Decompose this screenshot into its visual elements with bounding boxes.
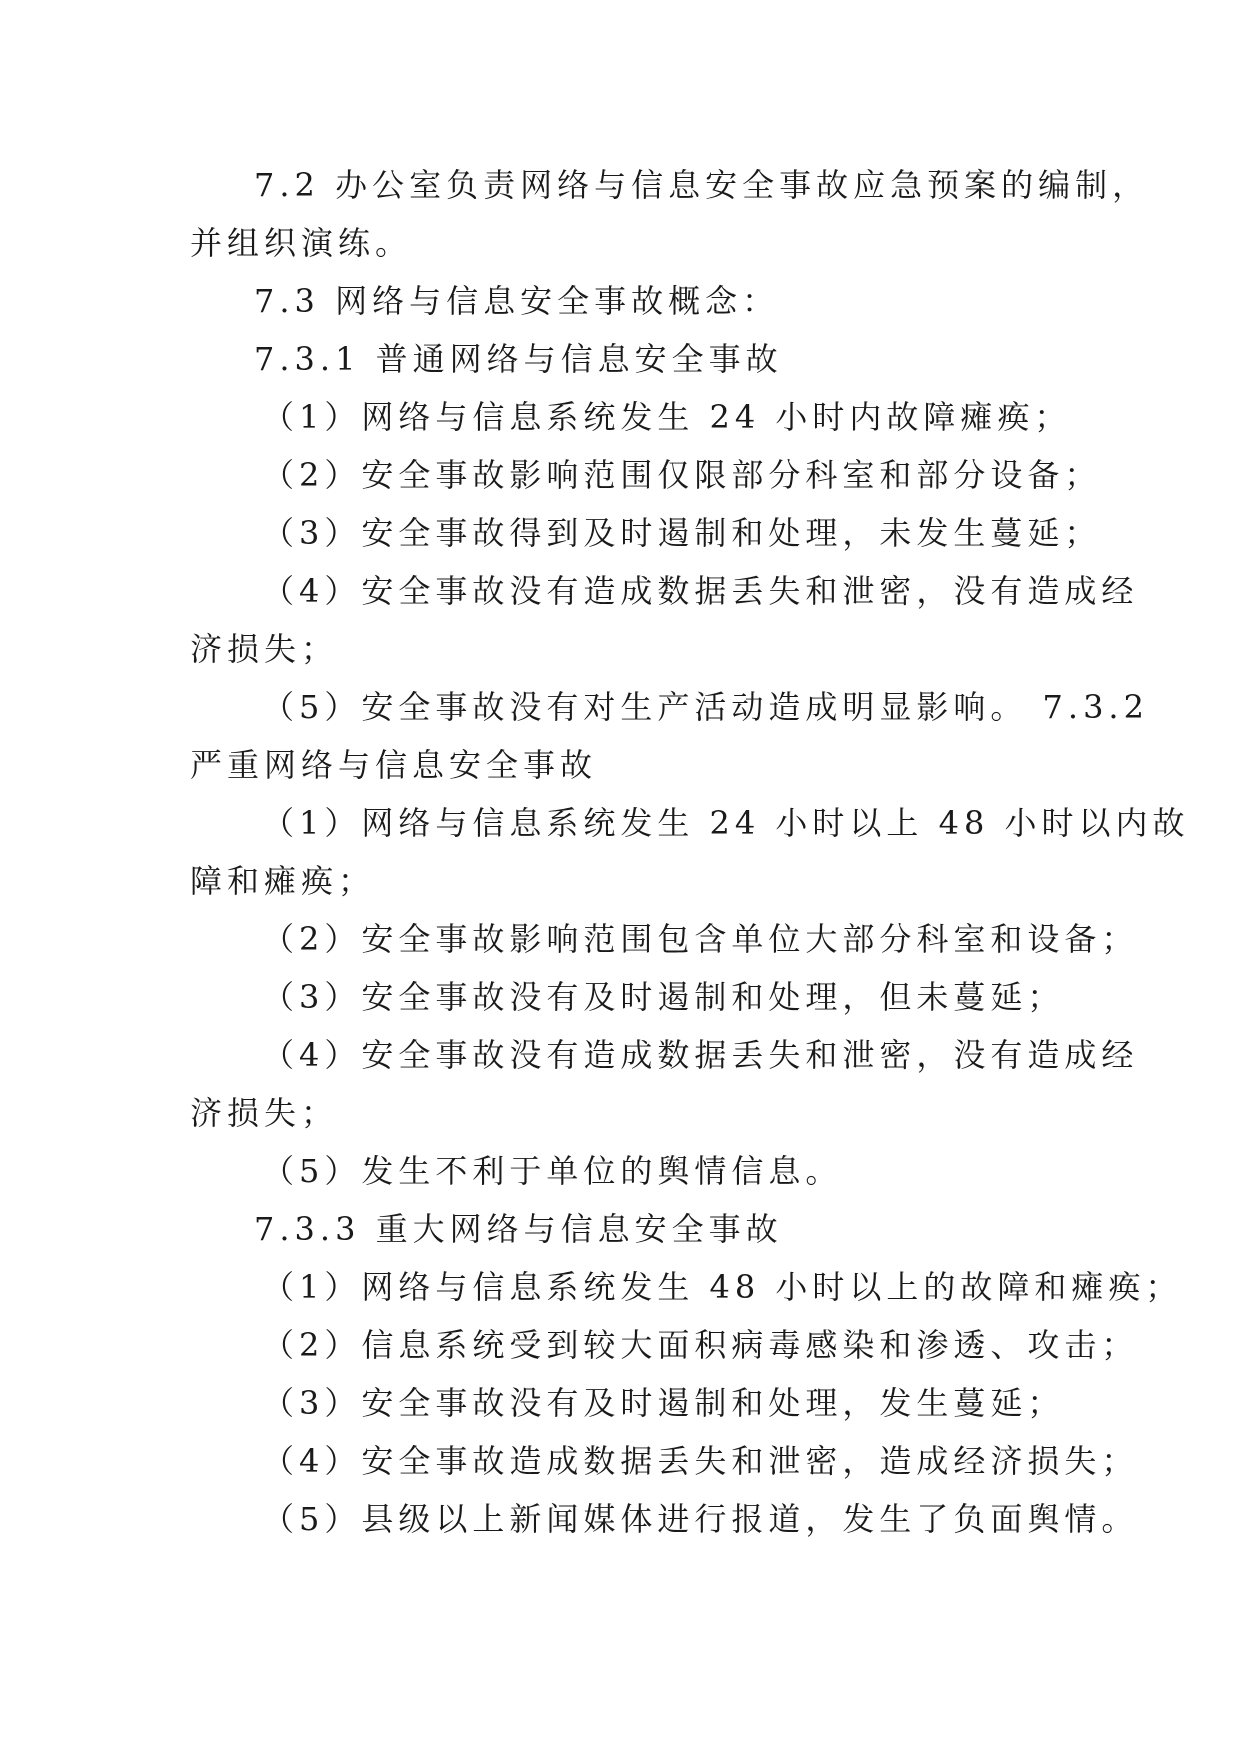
document-line: （3）安全事故没有及时遏制和处理，发生蔓延； — [262, 1384, 1065, 1422]
document-line: 7.3.1 普通网络与信息安全事故 — [254, 340, 783, 378]
document-line: （3）安全事故得到及时遏制和处理，未发生蔓延； — [262, 514, 1102, 552]
document-body — [190, 156, 1190, 1548]
document-line: （4）安全事故没有造成数据丢失和泄密，没有造成经 — [262, 1036, 1139, 1074]
document-line: （1）网络与信息系统发生 48 小时以上的故障和瘫痪； — [262, 1268, 1183, 1306]
document-line: 7.2 办公室负责网络与信息安全事故应急预案的编制， — [254, 166, 1150, 204]
document-line: （2）安全事故影响范围包含单位大部分科室和设备； — [262, 920, 1139, 958]
document-line: （4）安全事故没有造成数据丢失和泄密，没有造成经 — [262, 572, 1139, 610]
document-line: 7.3 网络与信息安全事故概念： — [254, 282, 780, 320]
document-line: 济损失； — [190, 1094, 339, 1132]
document-line: 7.3.3 重大网络与信息安全事故 — [254, 1210, 783, 1248]
document-line: 严重网络与信息安全事故 — [190, 746, 598, 784]
document-line: （5）发生不利于单位的舆情信息。 — [262, 1152, 843, 1190]
document-line: （1）网络与信息系统发生 24 小时内故障瘫痪； — [262, 398, 1072, 436]
document-line: 障和瘫痪； — [190, 862, 376, 900]
document-line: （3）安全事故没有及时遏制和处理，但未蔓延； — [262, 978, 1065, 1016]
document-line: 济损失； — [190, 630, 339, 668]
document-line: 并组织演练。 — [190, 224, 413, 262]
document-line: （2）信息系统受到较大面积病毒感染和渗透、攻击； — [262, 1326, 1139, 1364]
document-line: （5）县级以上新闻媒体进行报道，发生了负面舆情。 — [262, 1500, 1139, 1538]
document-line: （1）网络与信息系统发生 24 小时以上 48 小时以内故 — [262, 804, 1190, 842]
document-line: （2）安全事故影响范围仅限部分科室和部分设备； — [262, 456, 1102, 494]
document-line: （4）安全事故造成数据丢失和泄密，造成经济损失； — [262, 1442, 1139, 1480]
document-line: （5）安全事故没有对生产活动造成明显影响。 7.3.2 — [262, 688, 1149, 726]
